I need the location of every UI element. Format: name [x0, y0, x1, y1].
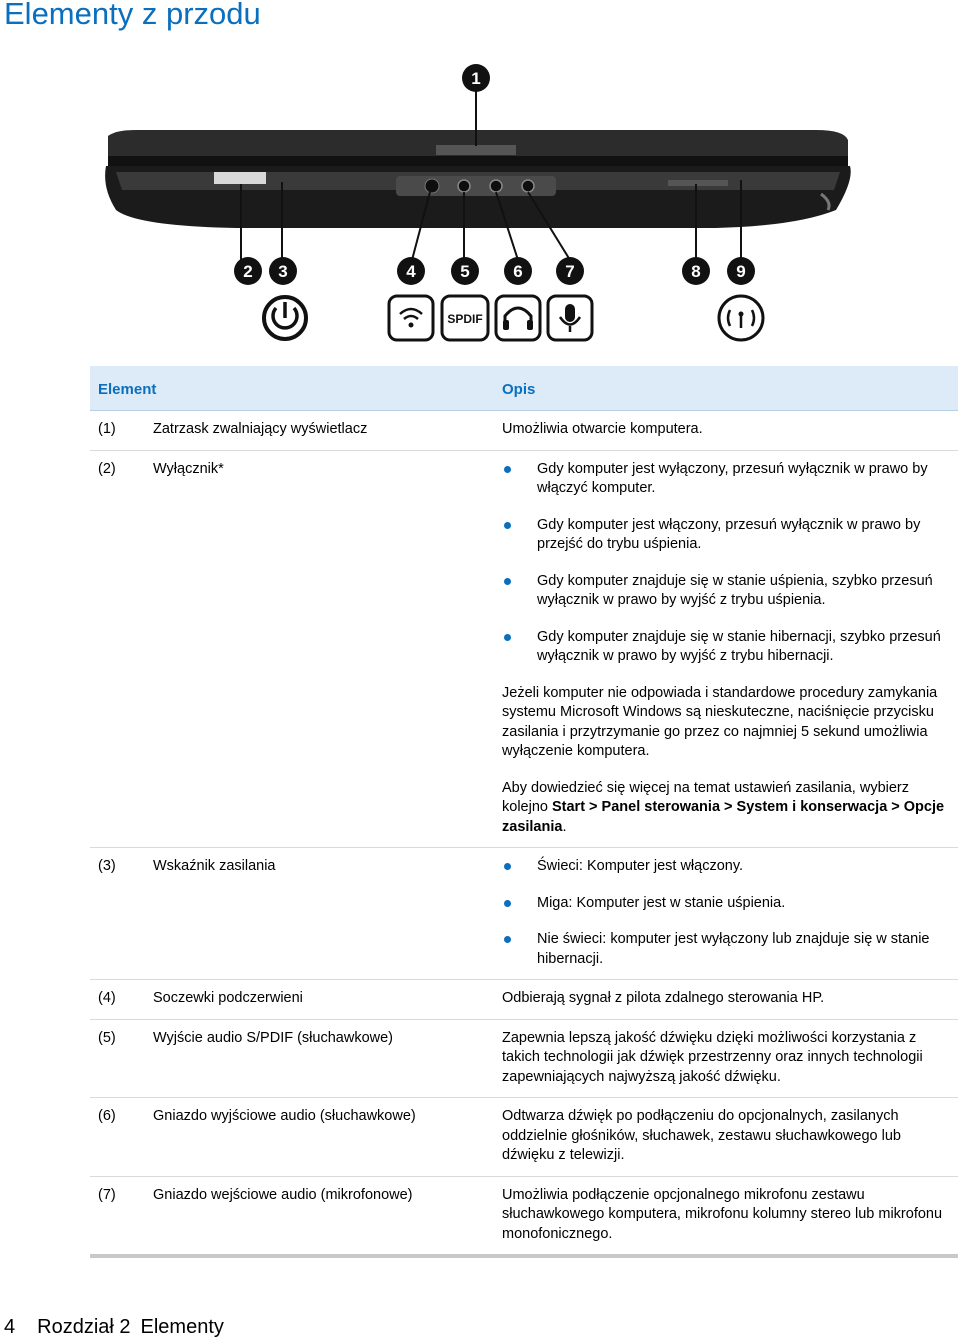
- callout-6: [504, 257, 532, 285]
- callout-7: [556, 257, 584, 285]
- row-description: Odtwarza dźwięk po podłączeniu do opcjonalnych, zasilanych oddzielnie głośników, słuchawek, zestawu słuchawkowego lub dźwięku z telewizji.: [502, 1108, 901, 1163]
- row-description: [502, 857, 954, 969]
- row-description: Umożliwia podłączenie opcjonalnego mikrofonu zestawu słuchawkowego komputera, mikrofonu kolumny stereo lub mikrofonu monofonicznego.: [502, 1186, 943, 1242]
- row-element-name: Soczewki podczerwieni: [153, 990, 303, 1006]
- table-row: [90, 1020, 958, 1099]
- bullet-item: Świeci: Komputer jest włączony.: [502, 857, 954, 877]
- spdif-icon: [442, 296, 488, 340]
- note-paragraph: Jeżeli komputer nie odpowiada i standardowe procedury zamykania systemu Microsoft Windows są nieskuteczne, naciśnięcie przycisku zasilania i przytrzymanie go przez co najmniej 5 sekund umożliwia wyłączenie komputera.: [502, 684, 938, 759]
- svg-text:6: 6: [513, 262, 523, 281]
- power-icon: [264, 297, 306, 339]
- row-element-name: Wyłącznik*: [153, 460, 224, 477]
- bullet-item: Gdy komputer znajduje się w stanie hibernacji, szybko przesuń wyłącznik w prawo by wyjść z trybu hibernacji.: [502, 628, 954, 667]
- callout-8: [682, 257, 710, 285]
- table-row: [90, 411, 958, 451]
- wireless-icon: [389, 296, 433, 340]
- row-description: Umożliwia otwarcie komputera.: [502, 421, 703, 437]
- row-number: (1): [98, 421, 116, 437]
- laptop-front-figure: [96, 60, 856, 350]
- row-description: [502, 460, 954, 838]
- callout-2: [234, 257, 262, 285]
- svg-text:SPDIF: SPDIF: [447, 312, 483, 326]
- row-number: (4): [98, 990, 116, 1006]
- page-footer: [4, 1316, 246, 1339]
- table-row: [90, 1098, 958, 1177]
- chapter-label: Rozdział 2: [37, 1316, 131, 1338]
- row-number: (7): [98, 1186, 116, 1203]
- headphone-icon: [496, 296, 540, 340]
- table-row: [90, 1177, 958, 1259]
- table-row: [90, 848, 958, 980]
- laptop-front-illustration: [105, 130, 851, 228]
- page-number: 4: [4, 1316, 16, 1338]
- components-table: [90, 366, 958, 1258]
- menu-path: Start > Panel sterowania > System i konserwacja > Opcje zasilania: [502, 799, 945, 835]
- row-number: (5): [98, 1029, 116, 1046]
- svg-text:3: 3: [278, 262, 288, 281]
- section-label: Elementy: [140, 1316, 224, 1338]
- page-title: Elementy z przodu: [4, 0, 261, 31]
- table-header: [90, 366, 958, 411]
- bullet-item: Miga: Komputer jest w stanie uśpienia.: [502, 894, 954, 914]
- table-row: [90, 980, 958, 1020]
- header-description: Opis: [502, 381, 536, 398]
- header-element: Element: [98, 381, 157, 398]
- svg-text:8: 8: [691, 262, 701, 281]
- row-element-name: Gniazdo wyjściowe audio (słuchawkowe): [153, 1108, 416, 1124]
- svg-text:7: 7: [565, 262, 575, 281]
- row-number: (2): [98, 460, 116, 477]
- callout-3: [269, 257, 297, 285]
- svg-text:1: 1: [471, 69, 481, 88]
- row-element-name: Zatrzask zwalniający wyświetlacz: [153, 421, 368, 437]
- callout-1: [462, 64, 490, 92]
- bullet-item: Gdy komputer jest wyłączony, przesuń wyłącznik w prawo by włączyć komputer.: [502, 460, 954, 499]
- row-number: (6): [98, 1108, 116, 1124]
- svg-text:9: 9: [736, 262, 746, 281]
- table-row: [90, 451, 958, 849]
- microphone-icon: [548, 296, 592, 340]
- bullet-item: Gdy komputer znajduje się w stanie uśpienia, szybko przesuń wyłącznik w prawo by wyjść z trybu uśpienia.: [502, 572, 954, 611]
- svg-text:2: 2: [243, 262, 253, 281]
- callout-4: [397, 257, 425, 285]
- callout-9: [727, 257, 755, 285]
- wireless-antenna-icon: [719, 296, 763, 340]
- svg-text:4: 4: [406, 262, 416, 281]
- row-description: Odbierają sygnał z pilota zdalnego sterowania HP.: [502, 990, 825, 1006]
- row-description: Zapewnia lepszą jakość dźwięku dzięki możliwości korzystania z takich technologii jak dźwięk przestrzenny oraz innych technologii zapewniających najwyższą jakość dźwięku.: [502, 1029, 923, 1085]
- callout-5: [451, 257, 479, 285]
- svg-text:5: 5: [460, 262, 470, 281]
- note-paragraph: Aby dowiedzieć się więcej na temat ustawień zasilania, wybierz kolejno Start > Panel sterowania > System i konserwacja > Opcje zasilania.: [502, 779, 945, 835]
- row-element-name: Gniazdo wejściowe audio (mikrofonowe): [153, 1186, 413, 1203]
- row-element-name: Wskaźnik zasilania: [153, 858, 276, 874]
- row-element-name: Wyjście audio S/PDIF (słuchawkowe): [153, 1029, 394, 1046]
- row-number: (3): [98, 858, 116, 874]
- bullet-item: Nie świeci: komputer jest wyłączony lub znajduje się w stanie hibernacji.: [502, 930, 954, 969]
- bullet-item: Gdy komputer jest włączony, przesuń wyłącznik w prawo by przejść do trybu uśpienia.: [502, 516, 954, 555]
